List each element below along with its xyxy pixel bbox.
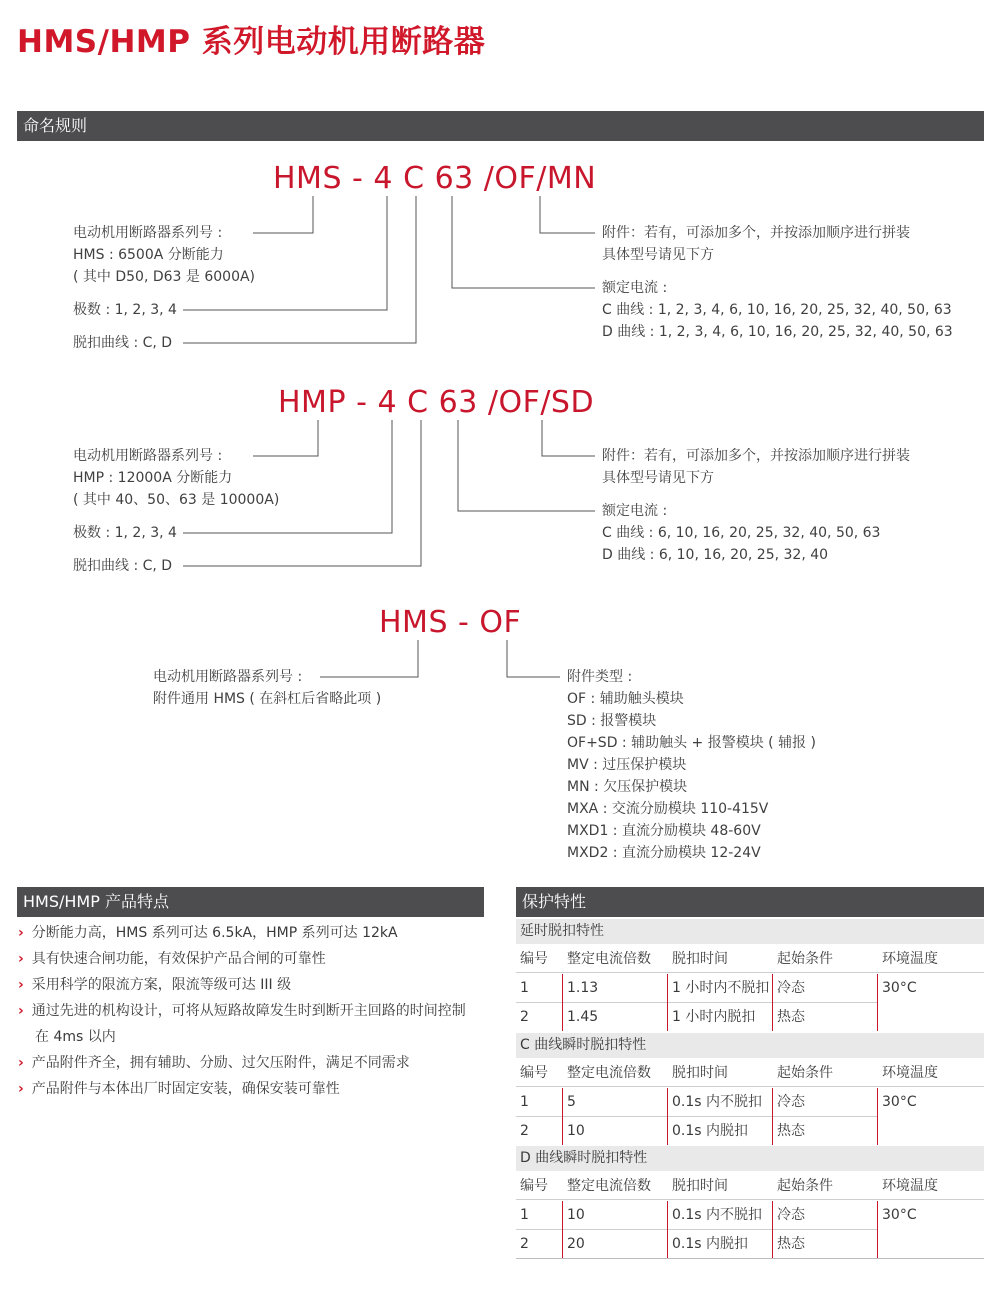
cell-condition: 冷态 bbox=[777, 980, 805, 996]
hmp-series-label: 电动机用断路器系列号 : bbox=[73, 448, 223, 464]
hms-current-c: C 曲线 : 1, 2, 3, 4, 6, 10, 16, 20, 25, 32, 40, 50, 63 bbox=[602, 302, 952, 318]
col-header: 起始条件 bbox=[777, 951, 833, 967]
code-series: HMS bbox=[273, 161, 342, 196]
cell-trip-time: 1 小时内脱扣 bbox=[672, 1009, 756, 1025]
feature-text: 通过先进的机构设计，可将从短路故障发生时到断开主回路的时间控制 bbox=[31, 1003, 466, 1019]
code-series: HMS bbox=[379, 605, 448, 640]
cell-condition: 热态 bbox=[777, 1123, 805, 1139]
acc-type-item: OF+SD : 辅助触头 + 报警模块 ( 辅报 ) bbox=[567, 735, 816, 751]
table-header-row bbox=[516, 1059, 984, 1087]
acc-type-item: MN : 欠压保护模块 bbox=[567, 779, 688, 795]
hmp-series-note: ( 其中 40、50、63 是 10000A) bbox=[73, 492, 280, 508]
cell-multiple: 1.13 bbox=[567, 980, 599, 996]
col-divider bbox=[667, 1201, 668, 1258]
code-dash: - bbox=[356, 385, 368, 420]
table-row bbox=[516, 1201, 984, 1229]
col-divider bbox=[562, 1088, 563, 1145]
cell-no: 2 bbox=[520, 1236, 529, 1252]
col-header: 环境温度 bbox=[882, 1178, 938, 1194]
cell-no: 1 bbox=[520, 980, 529, 996]
cell-condition: 冷态 bbox=[777, 1207, 805, 1223]
col-divider bbox=[562, 1201, 563, 1258]
col-header: 脱扣时间 bbox=[672, 951, 728, 967]
col-divider bbox=[772, 1201, 773, 1258]
col-header: 脱扣时间 bbox=[672, 1065, 728, 1081]
table-row bbox=[516, 974, 984, 1002]
acc-type-connector bbox=[507, 640, 560, 677]
code-poles: 4 bbox=[377, 385, 398, 420]
acc-series-note: 附件通用 HMS ( 在斜杠后省略此项 ) bbox=[153, 691, 382, 707]
feature-text: 具有快速合闸功能，有效保护产品合闸的可靠性 bbox=[31, 951, 326, 967]
table-section-title: D 曲线瞬时脱扣特性 bbox=[516, 1146, 984, 1171]
hms-curve-label: 脱扣曲线 : C, D bbox=[73, 335, 173, 351]
cell-multiple: 20 bbox=[567, 1236, 585, 1252]
feature-item bbox=[18, 1050, 410, 1076]
table-header-row bbox=[516, 945, 984, 973]
feature-item bbox=[18, 998, 466, 1024]
col-divider bbox=[772, 974, 773, 1031]
table-row bbox=[516, 1117, 984, 1145]
hmp-model-code bbox=[278, 386, 594, 420]
table-row bbox=[516, 1230, 984, 1258]
cell-trip-time: 0.1s 内脱扣 bbox=[672, 1123, 749, 1139]
cell-trip-time: 0.1s 内脱扣 bbox=[672, 1236, 749, 1252]
code-current: 63 bbox=[434, 161, 474, 196]
hmp-accessory-note: 具体型号请见下方 bbox=[602, 470, 714, 486]
acc-type-label: 附件类型 : bbox=[567, 669, 633, 685]
code-dash: - bbox=[352, 161, 364, 196]
hmp-accessory-label: 附件：若有，可添加多个，并按添加顺序进行拼装 bbox=[602, 448, 910, 464]
col-divider bbox=[877, 1088, 878, 1145]
table-bottom-border bbox=[516, 1258, 984, 1259]
hmp-curve-label: 脱扣曲线 : C, D bbox=[73, 558, 173, 574]
feature-text-continuation: 在 4ms 以内 bbox=[35, 1029, 116, 1045]
hms-poles-label: 极数 : 1, 2, 3, 4 bbox=[73, 302, 177, 318]
col-divider bbox=[562, 974, 563, 1031]
code-accessory: /OF/SD bbox=[487, 385, 595, 420]
page-title: HMS/HMP 系列电动机用断路器 bbox=[17, 24, 486, 60]
col-divider bbox=[667, 974, 668, 1031]
code-series: HMP bbox=[278, 385, 347, 420]
col-header: 编号 bbox=[520, 951, 548, 967]
chevron-right-icon: › bbox=[18, 977, 24, 993]
chevron-right-icon: › bbox=[18, 1081, 24, 1097]
hms-current-connector bbox=[452, 196, 595, 288]
cell-condition: 热态 bbox=[777, 1236, 805, 1252]
col-header: 环境温度 bbox=[882, 951, 938, 967]
table-header-row bbox=[516, 1172, 984, 1200]
hmp-accessory-connector bbox=[542, 420, 595, 456]
hms-series-connector bbox=[253, 196, 313, 233]
col-header: 编号 bbox=[520, 1065, 548, 1081]
col-header: 环境温度 bbox=[882, 1065, 938, 1081]
hmp-current-d: D 曲线 : 6, 10, 16, 20, 25, 32, 40 bbox=[602, 547, 829, 563]
feature-item bbox=[18, 972, 291, 998]
hmp-poles-label: 极数 : 1, 2, 3, 4 bbox=[73, 525, 177, 541]
acc-series-label: 电动机用断路器系列号 : bbox=[153, 669, 303, 685]
col-header: 整定电流倍数 bbox=[567, 1178, 651, 1194]
chevron-right-icon: › bbox=[18, 951, 24, 967]
cell-condition: 热态 bbox=[777, 1009, 805, 1025]
code-accessory: /OF/MN bbox=[483, 161, 597, 196]
col-divider bbox=[877, 1201, 878, 1258]
feature-text: 产品附件齐全，拥有辅助、分励、过欠压附件，满足不同需求 bbox=[31, 1055, 410, 1071]
table-section-title: C 曲线瞬时脱扣特性 bbox=[516, 1033, 984, 1058]
hms-series-capacity: HMS : 6500A 分断能力 bbox=[73, 247, 224, 263]
hms-accessory-note: 具体型号请见下方 bbox=[602, 247, 714, 263]
hms-series-label: 电动机用断路器系列号 : bbox=[73, 225, 223, 241]
col-header: 脱扣时间 bbox=[672, 1178, 728, 1194]
acc-type-item: MXD2 : 直流分励模块 12-24V bbox=[567, 845, 761, 861]
hms-model-code bbox=[273, 162, 596, 196]
accessory-model-code bbox=[379, 606, 521, 640]
cell-no: 1 bbox=[520, 1094, 529, 1110]
hmp-series-capacity: HMP : 12000A 分断能力 bbox=[73, 470, 233, 486]
cell-no: 2 bbox=[520, 1009, 529, 1025]
code-curve: C bbox=[407, 385, 429, 420]
acc-type-item: MXA : 交流分励模块 110-415V bbox=[567, 801, 769, 817]
feature-item bbox=[18, 1076, 340, 1102]
naming-rules-header: 命名规则 bbox=[17, 111, 984, 141]
acc-type-item: MXD1 : 直流分励模块 48-60V bbox=[567, 823, 761, 839]
code-current: 63 bbox=[438, 385, 478, 420]
hms-series-note: ( 其中 D50, D63 是 6000A) bbox=[73, 269, 256, 285]
col-header: 整定电流倍数 bbox=[567, 951, 651, 967]
hmp-current-label: 额定电流 : bbox=[602, 503, 668, 519]
cell-trip-time: 0.1s 内不脱扣 bbox=[672, 1094, 763, 1110]
feature-item bbox=[18, 920, 398, 946]
hmp-series-connector bbox=[253, 420, 318, 456]
col-header: 起始条件 bbox=[777, 1178, 833, 1194]
hms-current-label: 额定电流 : bbox=[602, 280, 668, 296]
col-header: 编号 bbox=[520, 1178, 548, 1194]
feature-text: 分断能力高，HMS 系列可达 6.5kA，HMP 系列可达 12kA bbox=[31, 925, 398, 941]
features-header: HMS/HMP 产品特点 bbox=[17, 887, 484, 917]
col-divider bbox=[667, 1088, 668, 1145]
cell-ambient: 30°C bbox=[882, 1094, 917, 1110]
hmp-current-connector bbox=[458, 420, 595, 511]
cell-condition: 冷态 bbox=[777, 1094, 805, 1110]
acc-type-item: OF : 辅助触头模块 bbox=[567, 691, 684, 707]
code-curve: C bbox=[403, 161, 425, 196]
protection-header: 保护特性 bbox=[516, 887, 984, 917]
col-divider bbox=[877, 974, 878, 1031]
code-dash: - bbox=[458, 605, 470, 640]
chevron-right-icon: › bbox=[18, 1003, 24, 1019]
cell-multiple: 10 bbox=[567, 1207, 585, 1223]
hms-accessory-connector bbox=[540, 196, 595, 233]
cell-trip-time: 1 小时内不脱扣 bbox=[672, 980, 770, 996]
chevron-right-icon: › bbox=[18, 925, 24, 941]
code-poles: 4 bbox=[373, 161, 394, 196]
feature-item bbox=[18, 946, 326, 972]
hmp-current-c: C 曲线 : 6, 10, 16, 20, 25, 32, 40, 50, 63 bbox=[602, 525, 881, 541]
table-section-title: 延时脱扣特性 bbox=[516, 919, 984, 944]
code-accessory: OF bbox=[479, 605, 522, 640]
feature-text: 采用科学的限流方案，限流等级可达 III 级 bbox=[31, 977, 292, 993]
feature-text: 产品附件与本体出厂时固定安装，确保安装可靠性 bbox=[31, 1081, 340, 1097]
cell-multiple: 5 bbox=[567, 1094, 576, 1110]
table-row bbox=[516, 1003, 984, 1031]
cell-multiple: 10 bbox=[567, 1123, 585, 1139]
col-header: 整定电流倍数 bbox=[567, 1065, 651, 1081]
chevron-right-icon: › bbox=[18, 1055, 24, 1071]
hms-accessory-label: 附件：若有，可添加多个，并按添加顺序进行拼装 bbox=[602, 225, 910, 241]
cell-no: 2 bbox=[520, 1123, 529, 1139]
col-header: 起始条件 bbox=[777, 1065, 833, 1081]
table-row bbox=[516, 1088, 984, 1116]
cell-no: 1 bbox=[520, 1207, 529, 1223]
cell-ambient: 30°C bbox=[882, 1207, 917, 1223]
cell-multiple: 1.45 bbox=[567, 1009, 599, 1025]
hms-current-d: D 曲线 : 1, 2, 3, 4, 6, 10, 16, 20, 25, 32, 40, 50, 63 bbox=[602, 324, 953, 340]
cell-ambient: 30°C bbox=[882, 980, 917, 996]
acc-type-item: SD : 报警模块 bbox=[567, 713, 657, 729]
cell-trip-time: 0.1s 内不脱扣 bbox=[672, 1207, 763, 1223]
col-divider bbox=[772, 1088, 773, 1145]
acc-type-item: MV : 过压保护模块 bbox=[567, 757, 687, 773]
acc-series-connector bbox=[320, 640, 418, 677]
